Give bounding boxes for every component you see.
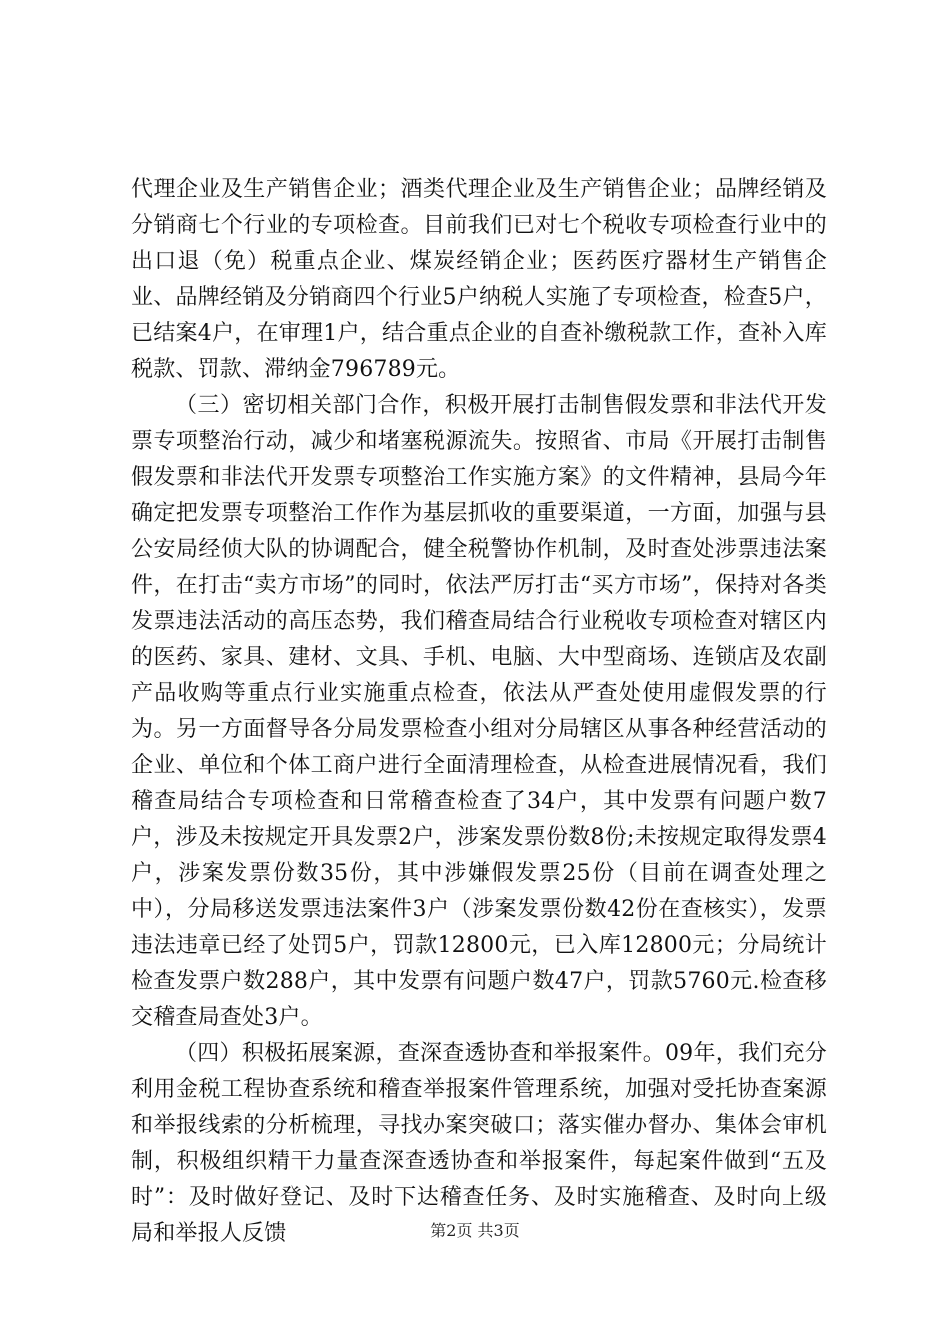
paragraph-section-4: （四）积极拓展案源，查深查透协查和举报案件。09年，我们充分利用金税工程协查系统和稽查举报案件管理系统，加强对受托协查案源和举报线索的分析梳理，寻找办案突破口；落实催办督办、集体会审机制，积极组织精干力量查深查透协查和举报案件，每起案件做到“五及时”：及时做好登记、及时下达稽查任务、及时实施稽查、及时向上级局和举报人反馈 xyxy=(131,1041,827,1246)
paragraph-continued: 代理企业及生产销售企业；酒类代理企业及生产销售企业；品牌经销及分销商七个行业的专项检查。目前我们已对七个税收专项检查行业中的出口退（免）税重点企业、煤炭经销企业；医药医疗器材生产销售企业、品牌经销及分销商四个行业5户纳税人实施了专项检查，检查5户，已结案4户，在审理1户，结合重点企业的自查补缴税款工作，查补入库税款、罚款、滞纳金796789元。 xyxy=(131,177,827,382)
document-body xyxy=(131,172,827,1252)
paragraph-section-3: （三）密切相关部门合作，积极开展打击制售假发票和非法代开发票专项整治行动，减少和堵塞税源流失。按照省、市局《开展打击制售假发票和非法代开发票专项整治工作实施方案》的文件精神，县局今年确定把发票专项整治工作作为基层抓收的重要渠道，一方面，加强与县公安局经侦大队的协调配合，健全税警协作机制，及时查处涉票违法案件，在打击“卖方市场”的同时，依法严厉打击“买方市场”，保持对各类发票违法活动的高压态势，我们稽查局结合行业税收专项检查对辖区内的医药、家具、建材、文具、手机、电脑、大中型商场、连锁店及农副产品收购等重点行业实施重点检查，依法从严查处使用虚假发票的行为。另一方面督导各分局发票检查小组对分局辖区从事各种经营活动的企业、单位和个体工商户进行全面清理检查，从检查进展情况看，我们稽查局结合专项检查和日常稽查检查了34户，其中发票有问题户数7户，涉及未按规定开具发票2户，涉案发票份数8份;未按规定取得发票4户，涉案发票份数35份，其中涉嫌假发票25份（目前在调查处理之中），分局移送发票违法案件3户（涉案发票份数42份在查核实），发票违法违章已经了处罚5户，罚款12800元，已入库12800元；分局统计检查发票户数288户，其中发票有问题户数47户，罚款5760元.检查移交稽查局查处3户。 xyxy=(131,393,827,1030)
page-number-footer: 第2页 共3页 xyxy=(430,1221,520,1240)
